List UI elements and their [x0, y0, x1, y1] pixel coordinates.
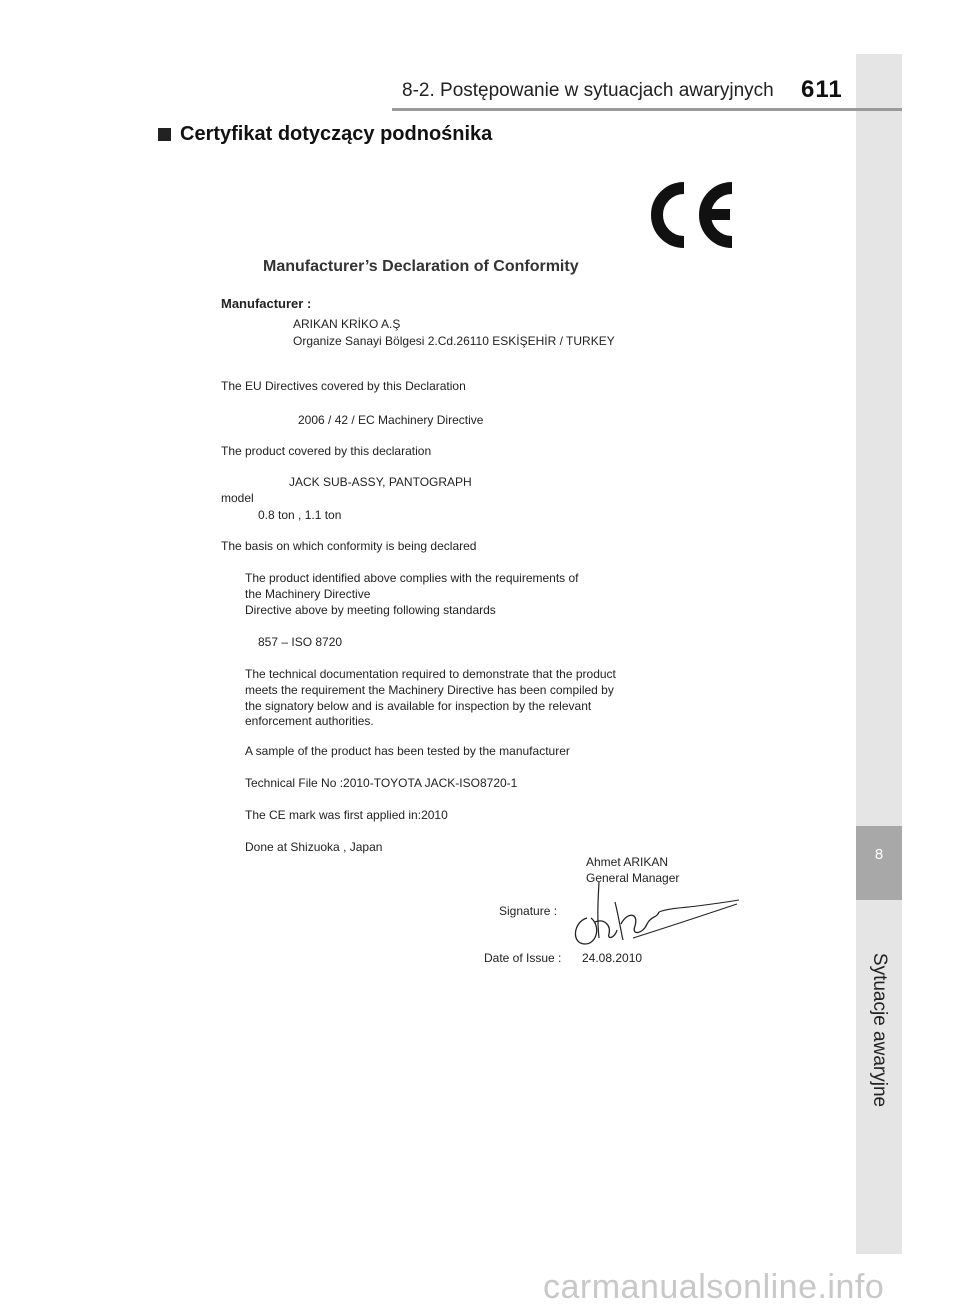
manufacturer-name: ARIKAN KRİKO A.Ş [293, 317, 401, 331]
done-at: Done at Shizuoka , Japan [245, 840, 383, 854]
header-title: 8-2. Postępowanie w sytuacjach awaryjnych [402, 80, 774, 101]
tech-doc-line: enforcement authorities. [245, 714, 374, 728]
header-rule [392, 108, 902, 111]
tech-doc-line: the signatory below and is available for inspection by the relevant [245, 699, 592, 713]
footer-watermark[interactable]: carmanualsonline.info [543, 1268, 885, 1306]
basis-line: Directive above by meeting following standards [245, 603, 496, 617]
directive: 2006 / 42 / EC Machinery Directive [298, 413, 484, 427]
section-bullet-icon [158, 128, 171, 141]
manufacturer-address: Organize Sanayi Bölgesi 2.Cd.26110 ESKİŞEHİR / TURKEY [293, 334, 615, 348]
model-label: model [221, 491, 254, 505]
page-number: 611 [801, 76, 843, 103]
sample-tested: A sample of the product has been tested by the manufacturer [245, 744, 570, 758]
signatory-name: Ahmet ARIKAN [586, 855, 669, 869]
certificate-title: Manufacturer’s Declaration of Conformity [263, 258, 579, 275]
signatory-title: General Manager [586, 871, 680, 885]
date-label: Date of Issue : [484, 951, 562, 965]
signature-label: Signature : [499, 904, 558, 918]
chapter-tab[interactable] [856, 826, 902, 900]
chapter-label-text: Sytuacje awaryjne [869, 952, 890, 1108]
product-name: JACK SUB-ASSY, PANTOGRAPH [289, 475, 472, 489]
date-value: 24.08.2010 [582, 951, 643, 965]
product-label: The product covered by this declaration [221, 444, 432, 458]
chapter-number: 8 [874, 846, 884, 863]
ce-first-applied: The CE mark was first applied in:2010 [245, 808, 448, 822]
tech-doc-line: meets the requirement the Machinery Directive has been compiled by [245, 683, 614, 697]
technical-file: Technical File No :2010-TOYOTA JACK-ISO8720-1 [245, 776, 518, 790]
basis-label: The basis on which conformity is being declared [221, 539, 477, 553]
directives-label: The EU Directives covered by this Declaration [221, 379, 466, 393]
section-title: Certyfikat dotyczący podnośnika [180, 123, 493, 145]
standard: 857 – ISO 8720 [258, 635, 343, 649]
basis-line: The product identified above complies with the requirements of [245, 571, 579, 585]
manufacturer-label: Manufacturer : [221, 296, 312, 311]
model-values: 0.8 ton , 1.1 ton [258, 508, 342, 522]
signature-icon [565, 878, 745, 950]
ce-mark-icon [640, 180, 740, 250]
basis-line: the Machinery Directive [245, 587, 371, 601]
tech-doc-line: The technical documentation required to demonstrate that the product [245, 667, 616, 681]
